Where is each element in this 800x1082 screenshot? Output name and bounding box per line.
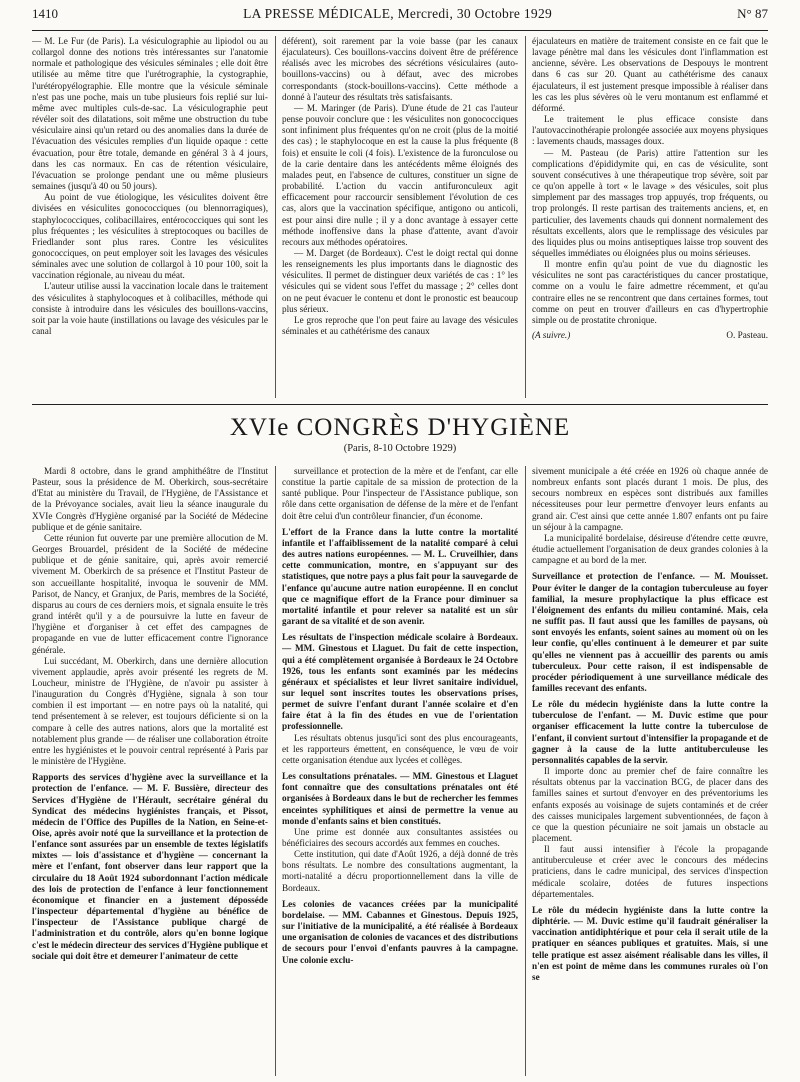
section-heading: Les colonies de vacances créées par la municipalité bordelaise. — (282, 898, 518, 920)
section-heading: Surveillance et protection de l'enfance. — (532, 571, 715, 582)
paragraph: Il importe donc au premier chef de faire connaître les résultats obtenus par la vaccination BCG, de placer dans des familles saines et surtout d'envoyer en des préventoriums les enfants exposés au voisinage de sujets contaminés et de créer des caisses municipales largement subventionnées, de façon à ce que la question pécuniaire ne soit jamais un obstacle au placement. (532, 766, 768, 843)
journal-title: LA PRESSE MÉDICALE, Mercredi, 30 Octobre 1929 (243, 6, 553, 21)
paragraph: éjaculateurs en matière de traitement consiste en ce fait que le lavage pénètre mal dans les vésicules dont l'inflammation est ancienne, sévère. Les observations de Despouys le montrent dans 6 cas sur 20. Quant au cathétérisme des canaux éjaculateurs, il est justement presque impossible à réaliser dans les cas les plus sévères où le veru montanum est enflammé et déformé. (532, 36, 768, 113)
section-heading: Le rôle du médecin hygiéniste dans la lutte contre la diphtérie. — (532, 904, 768, 927)
column-divider (525, 36, 526, 398)
paragraph: Il montre enfin qu'au point de vue du diagnostic les vésiculites ne sont pas caractéristiques du cancer prostatique, comme on a voulu le faire admettre récemment, et qu'au contraire elles ne se rencontrent que dans certaines formes, tout comme on peut en trouver d'ailleurs en cas d'hypertrophie simple ou de prostatite chronique. (532, 259, 768, 325)
upper-column-1 (32, 36, 268, 400)
lower-column-2 (282, 466, 518, 1078)
paragraph: Le traitement le plus efficace consiste dans l'autovaccinothérapie prolongée associée aux moyens physiques : lavements chauds, massages doux. (532, 114, 768, 147)
congress-subtitle: (Paris, 8-10 Octobre 1929) (343, 443, 457, 454)
issue-number: N° 87 (737, 6, 768, 21)
to-be-continued: (A suivre.) (532, 330, 571, 341)
paragraph: Lui succédant, M. Oberkirch, dans une dernière allocution vivement applaudie, après avoir présenté les regrets de M. Loucheur, ministre de l'Hygiène, de n'avoir pu assister à l'inauguration du Congrès d'Hygiène, signala à son tour combien il est important — en notre pays où la natalité, qui tend présentement à se relever, est toujours déficiente si on la compare à celle des autres nations, alors que la mortalité est notablement plus grande — de réaliser une collaboration étroite entre les hygiénistes et le pouvoir central représenté à Paris par le ministère de l'Hygiène. (32, 655, 268, 767)
paragraph: Au point de vue étiologique, les vésiculites doivent être divisées en vésiculites gonococciques (ou blennorragiques), staphylococciques, colibacillaires, entérococciques qui sont les plus fréquentes ; les vésiculites à streptocoques ou bacilles de Friedlander sont plus rares. Contre les vésiculites gonococciques, on peut employer soit les lavages des vésicules séminales avec une solution de collargol à 10 pour 100, soit la vaccination régionale, au niveau du méat. (32, 192, 268, 281)
lower-column-1 (32, 466, 268, 1078)
upper-column-3 (532, 36, 768, 400)
section-paragraph: L'effort de la France dans la lutte contre la mortalité infantile et l'affaiblissement de la natalité comparé à celui des autres nations européennes. — M. L. Cruveilhier, dans cette communication, montre, en s'appuyant sur des statistiques, que notre pays a plus fait pour la sauvegarde de l'enfance qu'aucune autre nation européenne. Il en conclut que ce magnifique effort de la France pour diminuer sa mortalité infantile et pour relever sa natalité est un sûr garant de sa vitalité et de son avenir. (282, 526, 518, 627)
paragraph: — M. Pasteau (de Paris) attire l'attention sur les complications d'épididymite qui, en cas de vésiculite, sont souvent consécutives à une thérapeutique trop sévère, soit par ce qu'on appelle à tort « le lavage » des vésicules, soit plus simplement par des massages trop appuyés, trop fréquents, ou trop prolongés. Il reste partisan des traitements anciens, et, en particulier, des lavements chauds qui donnent normalement des résultats excellents, alors que le remplissage des vésicules par des liquides plus ou moins antiseptiques laisse trop souvent des séquelles immédiates ou éloignées plus ou moins sérieuses. (532, 147, 768, 258)
paragraph: Cette institution, qui date d'Août 1926, a déjà donné de très bons résultats. Le nombre des consultations augmentant, la morti-natalité a décru proportionnellement dans la ville de Bordeaux. (282, 849, 518, 893)
section-paragraph: Les résultats de l'inspection médicale scolaire à Bordeaux. — MM. Ginestous et Llaguet. Du fait de cette inspection, qui a été complètement organisée à Bordeaux le 24 Octobre 1926, tous les enfants sont examinés par les médecins généraux et spécialistes et leur livret sanitaire individuel, sur lequel sont inscrites toutes les observations prises, permet de suivre l'enfant durant l'année scolaire et d'en faire état à la fin des études en vue de l'orientation professionnelle. (282, 632, 518, 732)
column-divider (525, 466, 526, 1076)
paragraph: Une prime est donnée aux consultantes assistées ou bénéficiaires des secours accordés aux femmes en couches. (282, 826, 518, 848)
section-heading: Les consultations prénatales. — (282, 771, 413, 782)
section-heading: Le rôle du médecin hygiéniste dans la lutte contre la tuberculose de l'enfant. — (532, 699, 768, 721)
header-rule (32, 30, 768, 31)
section-rule (32, 404, 768, 405)
paragraph: Il faut aussi intensifier à l'école la propagande antituberculeuse et créer avec le concours des médecins praticiens, dans le cadre municipal, des services d'inspection médicale scolaire, dotées de futures inspections départementales. (532, 844, 768, 899)
page-header (32, 6, 768, 28)
paragraph: — M. Maringer (de Paris). D'une étude de 21 cas l'auteur pense pouvoir conclure que : les vésiculites non gonococciques sont infiniment plus fréquentes qu'on ne croit (plus de la moitié des cas) ; le staphylocoque en est la cause la plus fréquente (8 fois) et ensuite le coli (4 fois). L'existence de la furonculose ou de la carie dentaire dans les antécédents même éloignés des malades peut, en l'absence de cultures, constituer un signe de probabilité. L'action du vaccin antifuronculeux agit efficacement pour raccourcir sensiblement l'évolution de ces cas, alors que la vaccination spécifique, antigono ou anticoli, est pour ainsi dire nulle ; il y a donc avantage à essayer cette méthode inoffensive dans la phase d'attente, avant d'avoir recours aux méthodes opératoires. (282, 102, 518, 247)
section-heading: L'effort de la France dans la lutte contre la mortalité infantile et l'affaiblissement de la natalité comparé à celui des autres nations européennes. — (282, 526, 518, 560)
paragraph: Les résultats obtenus jusqu'ici sont des plus encourageants, et les rapporteurs émettent, en conséquence, le vœu de voir cette organisation étendue aux lycées et collèges. (282, 732, 518, 765)
signature-line (532, 330, 768, 341)
paragraph: Le gros reproche que l'on peut faire au lavage des vésicules séminales et au cathétérisme des canaux (282, 314, 518, 337)
paragraph: La municipalité bordelaise, désireuse d'étendre cette œuvre, étudie actuellement l'organisation de deux grandes colonies à la campagne et au bord de la mer. (532, 532, 768, 566)
paragraph: déférent), soit rarement par la voie basse (par les canaux éjaculateurs). Ces bouillons-vaccins doivent être de préférence réalisés avec les microbes des sécrétions vésiculaires (auto-bouillons-vaccins) ou à défaut, avec des microbes correspondants (stock-bouillons-vaccins). Cette méthode a donné à l'auteur des résultats très satisfaisants. (282, 36, 518, 102)
column-divider (275, 466, 276, 1076)
section-heading: Rapports des services d'hygiène avec la surveillance et la protection de l'enfance. — (32, 772, 268, 794)
paragraph: — M. Darget (de Bordeaux). C'est le doigt rectal qui donne les renseignements les plus importants dans le diagnostic des vésiculites. Il permet de distinguer deux variétés de cas : 1° les vésicules qui se vident sous l'effet du massage ; 2° celles dont on ne peut évacuer le contenu et dont le pronostic est beaucoup plus sérieux. (282, 247, 518, 314)
congress-title: XVIe CONGRÈS D'HYGIÈNE (229, 414, 571, 441)
paragraph: Cette réunion fut ouverte par une première allocution de M. Georges Brouardel, président de la Société de médecine publique et de génie sanitaire, qui, après avoir remercié vivement M. Oberkirch de sa présence et l'Institut Pasteur de son accueillante hospitalité, invoqua le souvenir de MM. Parisot, de Nancy, et Granjux, de Paris, membres de la Société, disparus au cours de ces derniers mois, et signala ensuite le très grand intérêt qu'il y a de poursuivre la lutte en faveur de l'hygiène et d'organiser à cet effet des campagnes de propagande en vue de lutter efficacement contre l'ignorance générale. (32, 532, 268, 655)
column-divider (275, 36, 276, 398)
section-paragraph: Rapports des services d'hygiène avec la surveillance et la protection de l'enfance. — M. F. Bussière, directeur des Services d'Hygiène de l'Hérault, secrétaire général du Syndicat des médecins hygiénistes français, et Pissot, médecin de l'Office des Pupilles de la Nation, en Seine-et-Oise, après avoir noté que la surveillance et la protection de l'enfance sont assurées par un ensemble de textes législatifs mixtes — lois d'assistance et d'hygiène — concernant la mère et l'enfant, font observer dans leur rapport que la circulaire du 18 Août 1924 subordonnant l'action médicale des lois de protection de l'enfance à leur fonctionnement économique et financier en a justement déposséde l'inspecteur départemental d'hygiène au bénéfice de l'inspecteur de l'Assistance publique chargé de l'administration et du contrôle, alors qu'en bonne logique c'est le médecin directeur des services d'Hygiène publique et sociale qui doit être et demeurer l'animateur de cette (32, 772, 268, 961)
paragraph: — M. Le Fur (de Paris). La vésiculographie au lipiodol ou au collargol donne des notions très intéressantes sur l'anatomie normale et pathologique des vésicules séminales ; elle doit être utilisée au même titre que l'urétrographie, la cystographie, l'urétéropyélographie. Elle montre que la vésicule séminale n'est pas une poche, mais un tube plusieurs fois replié sur lui-même avec multiples culs-de-sac. La vésiculographie peut révéler soit des dilatations, soit même une obstruction du tube vésiculaire ainsi qu'un retard ou des anomalies dans la durée de l'évacuation des vésicules remplies d'un liquide opaque : cette évacuation, pour être totale, demande en général 3 à 4 jours, dans les cas normaux. En cas de rétention vésiculaire, l'évacuation se prolonge pendant une ou même plusieurs semaines (jusqu'à 40 ou 50 jours). (32, 36, 268, 192)
paragraph: L'auteur utilise aussi la vaccination locale dans le traitement des vésiculites à staphylocoques et à colibacilles, méthode qui consiste à introduire dans les vésicules des bouillons-vaccins, soit par la voie haute (instillations ou lavage des vésicules par le canal (32, 281, 268, 337)
section-paragraph: Les consultations prénatales. — MM. Ginestous et Llaguet font connaître que des consultations prénatales ont été organisées à Bordeaux dans le but de rechercher les femmes enceintes syphilitiques et ainsi de permettre la venue au monde d'enfants sains et bien constitués. (282, 771, 518, 826)
section-paragraph: Le rôle du médecin hygiéniste dans la lutte contre la diphtérie. — M. Duvic estime qu'il faudrait généraliser la vaccination antidiphtérique et pour cela il serait utile de la pratiquer en séances publiques et gratuites. Mais, si une telle pratique est assez aisément réalisable dans les villes, il n'en est point de même dans les communes rurales où l'on se (532, 904, 768, 982)
paragraph: surveillance et protection de la mère et de l'enfant, car elle constitue la partie capitale de sa mission de protection de la santé publique. Pour l'inspecteur de l'Assistance publique, son rôle dans cette organisation de défense de la mère et de l'enfant doit être celui d'un contrôleur financier, d'un économe. (282, 466, 518, 521)
lower-column-3 (532, 466, 768, 1078)
section-paragraph: Les colonies de vacances créées par la municipalité bordelaise. — MM. Cabannes et Ginestous. Depuis 1925, sur l'initiative de la municipalité, a été réalisée à Bordeaux une organisation de colonies de vacances et des distributions de secours pour l'envoi d'enfants pauvres à la campagne. Une colonie exclu- (282, 898, 518, 965)
section-paragraph: Le rôle du médecin hygiéniste dans la lutte contre la tuberculose de l'enfant. — M. Duvic estime que pour organiser efficacement la lutte contre la tuberculose de l'enfant, il convient surtout d'intensifier la propagande et de gagner à la cause de la lutte antituberculeuse les personnalités capables de la servir. (532, 699, 768, 765)
paragraph: sivement municipale a été créée en 1926 où chaque année de nombreux enfants sont placés durant 1 mois. De plus, des secours nombreux en espèces sont distribués aux familles nécessiteuses pour leur permettre d'envoyer leurs enfants au grand air. C'est ainsi que cette année 1.807 enfants ont pu faire un séjour à la campagne. (532, 466, 768, 532)
page-number: 1410 (32, 6, 58, 21)
author-signature: O. Pasteau. (726, 330, 768, 341)
section-heading: Les résultats de l'inspection médicale scolaire à Bordeaux. — (282, 632, 518, 654)
upper-column-2 (282, 36, 518, 400)
paragraph: Mardi 8 octobre, dans le grand amphithéâtre de l'Institut Pasteur, sous la présidence de M. Oberkirch, sous-secrétaire d'Etat au ministère du Travail, de l'Hygiène, de l'Assistance et de la Prévoyance sociales, avait lieu la séance inaugurale du XVIe Congrès d'Hygiène organisé par la Société de Médecine publique et de génie sanitaire. (32, 466, 268, 532)
section-paragraph: Surveillance et protection de l'enfance. — M. Mouisset. Pour éviter le danger de la contagion tuberculeuse au foyer familial, la mesure prophylactique la plus efficace est l'éloignement des enfants du milieu contaminé. Mais, cela ne suffit pas. Il faut aussi que les familles de paysans, où sont envoyés les enfants, soient saines au moment où on les leur confie, qu'elles continuent à le demeurer et par suite qu'elles ne viennent pas à accueillir des parents ou amis tuberculeux. Pour cette raison, il est indispensable de procéder périodiquement à une surveillance médicale des familles recevant des enfants. (532, 571, 768, 693)
